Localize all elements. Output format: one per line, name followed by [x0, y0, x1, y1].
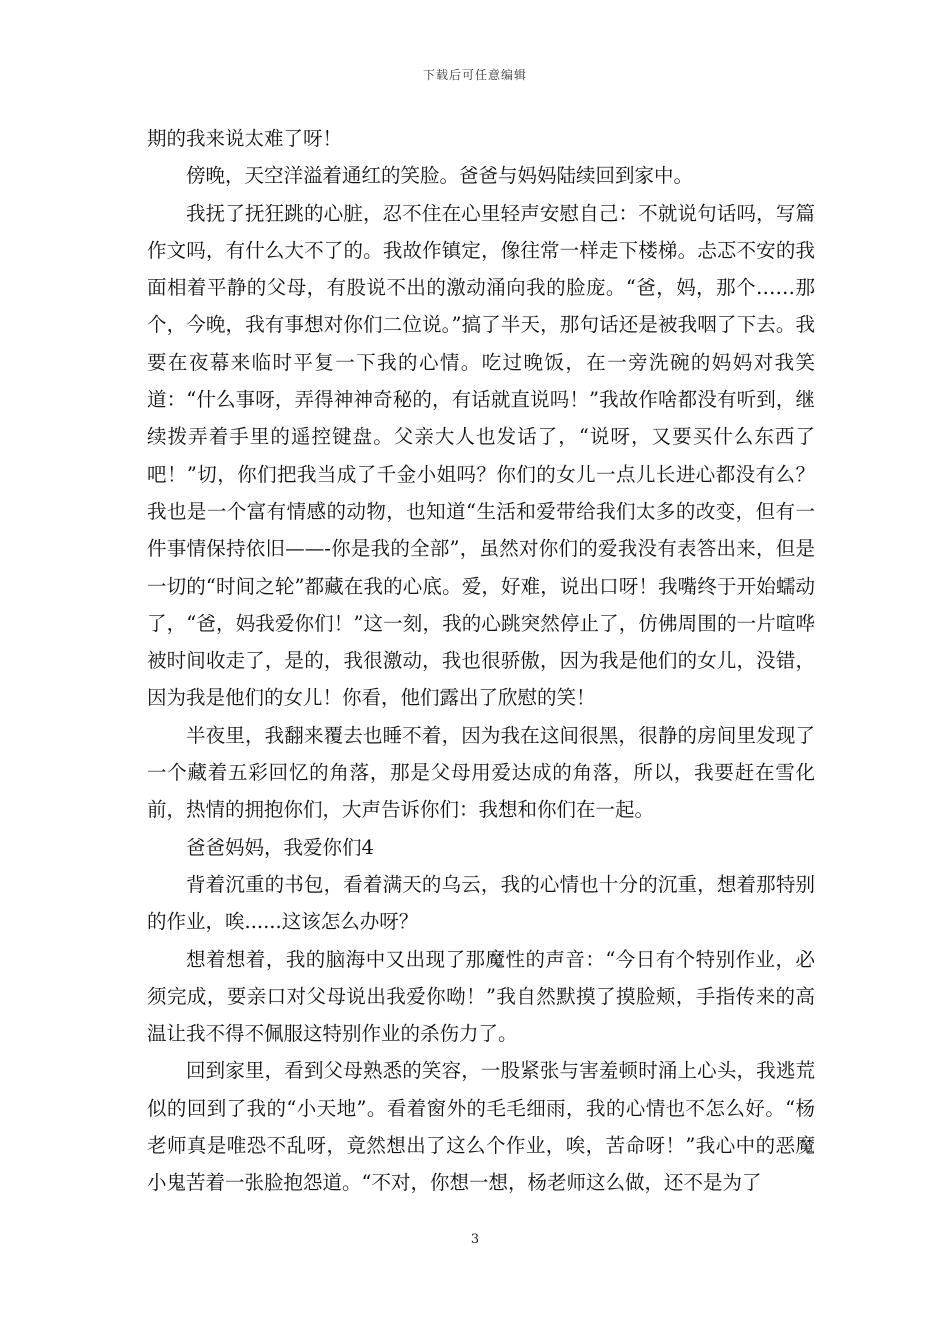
paragraph: 我抚了抚狂跳的心脏，忍不住在心里轻声安慰自己：不就说句话吗，写篇作文吗，有什么大不了的。我故作镇定，像往常一样走下楼梯。忐忑不安的我面相着平静的父母，有股说不出的激动涌向我的脸庞。“爸，妈，那个……那个，今晚，我有事想对你们二位说。”搞了半天，那句话还是被我咽了下去。我要在夜幕来临时平复一下我的心情。吃过晚饭，在一旁洗碗的妈妈对我笑道：“什么事呀，弄得神神奇秘的，有话就直说吗！”我故作啥都没有听到，继续拨弄着手里的遥控键盘。父亲大人也发话了，“说呀，又要买什么东西了吧！”切，你们把我当成了千金小姐吗？你们的女儿一点儿长进心都没有么？我也是一个富有情感的动物，也知道“生活和爱带给我们太多的改变，但有一件事情保持依旧——-你是我的全部”，虽然对你们的爱我没有表答出来，但是一切的“时间之轮”都藏在我的心底。爱，好难，说出口呀！我嘴终于开始蠕动了，“爸，妈我爱你们！”这一刻，我的心跳突然停止了，仿佛周围的一片喧哗被时间收走了，是的，我很激动，我也很骄傲，因为我是他们的女儿，没错，因为我是他们的女儿！你看，他们露出了欣慰的笑！ [147, 201, 815, 710]
header-note: 下载后可任意编辑 [422, 68, 527, 82]
page-number: 3 [470, 1232, 480, 1247]
section-heading: 爸爸妈妈，我爱你们4 [186, 835, 374, 859]
paragraph: 想着想着，我的脑海中又出现了那魔性的声音：“今日有个特别作业，必须完成，要亲口对父母说出我爱你呦！”我自然默摸了摸脸颊，手指传来的高温让我不得不佩服这特别作业的杀伤力了。 [147, 947, 815, 1046]
paragraph: 半夜里，我翻来覆去也睡不着，因为我在这间很黑，很静的房间里发现了一个藏着五彩回忆的角落，那是父母用爱达成的角落，所以，我要赶在雪化前，热情的拥抱你们，大声告诉你们：我想和你们在一起。 [147, 723, 815, 822]
paragraph: 回到家里，看到父母熟悉的笑容，一股紧张与害羞顿时涌上心头，我逃荒似的回到了我的“小天地”。看着窗外的毛毛细雨，我的心情也不怎么好。“杨老师真是唯恐不乱呀，竟然想出了这么个作业，唉，苦命呀！”我心中的恶魔小鬼苦着一张脸抱怨道。“不对，你想一想，杨老师这么做，还不是为了 [147, 1059, 815, 1195]
document-body [147, 120, 815, 1202]
paragraph-continuation: 期的我来说太难了呀！ [147, 127, 343, 150]
paragraph: 傍晚，天空洋溢着通红的笑脸。爸爸与妈妈陆续回到家中。 [186, 164, 694, 188]
paragraph: 背着沉重的书包，看着满天的乌云，我的心情也十分的沉重，想着那特别的作业，唉......这该怎么办呀？ [147, 872, 815, 934]
